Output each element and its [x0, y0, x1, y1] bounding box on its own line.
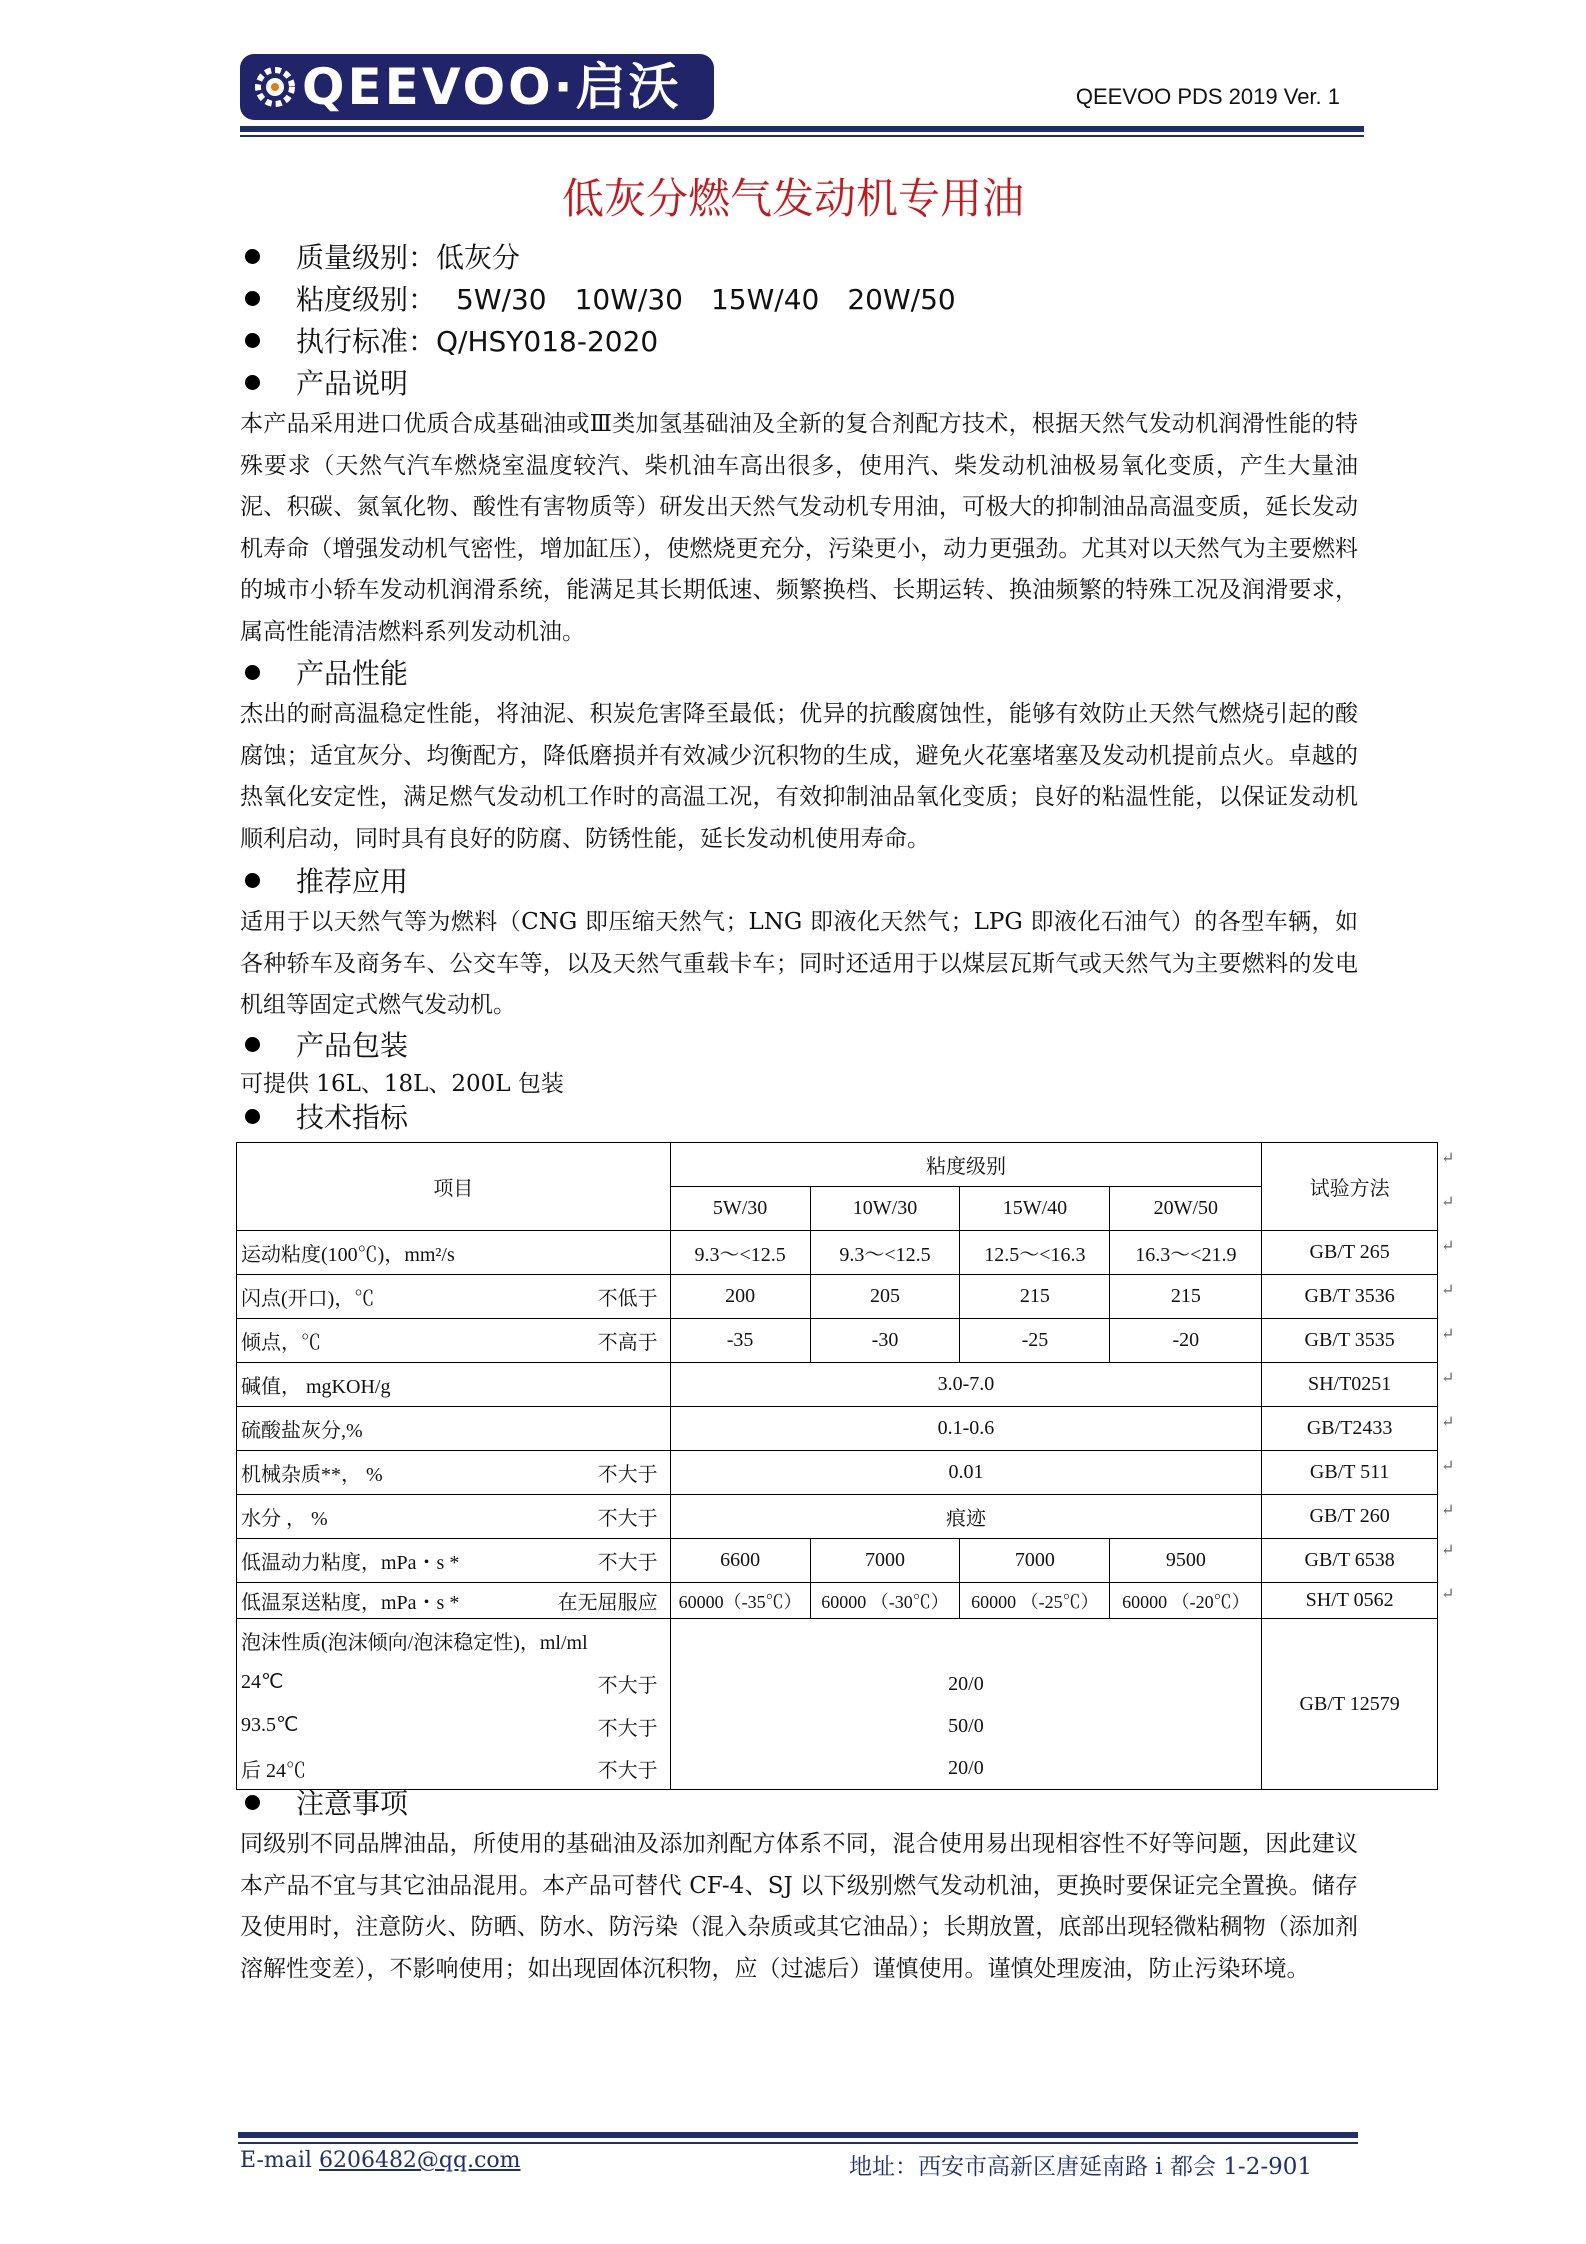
row-method: GB/T 511	[1262, 1451, 1438, 1495]
bullet-icon	[245, 665, 260, 680]
row-condition: 不低于	[597, 1288, 658, 1310]
row-end-mark: ↵	[1441, 1192, 1455, 1211]
footer-divider-thin	[238, 2142, 1358, 2144]
row-value: 6600	[670, 1539, 810, 1583]
section-heading-performance: 产品性能	[241, 652, 408, 692]
row-item: 硫酸盐灰分,%	[241, 1420, 363, 1442]
gear-icon	[252, 64, 298, 110]
row-end-mark: ↵	[1441, 1280, 1455, 1299]
grade-header: 10W/30	[810, 1187, 960, 1231]
page-title: 低灰分燃气发动机专用油	[561, 174, 1024, 223]
row-condition: 不大于	[597, 1464, 658, 1486]
row-method: SH/T0251	[1262, 1363, 1438, 1407]
row-value: 215	[960, 1275, 1110, 1319]
row-method: GB/T 265	[1262, 1231, 1438, 1275]
row-condition	[658, 1370, 668, 1399]
grade-header: 20W/50	[1110, 1187, 1262, 1231]
row-item: 机械杂质**， %	[241, 1464, 383, 1486]
bullet-icon	[245, 333, 260, 348]
table-row	[237, 1583, 1438, 1619]
row-item: 碱值， mgKOH/g	[241, 1376, 391, 1398]
foam-method: GB/T 12579	[1262, 1619, 1438, 1790]
row-end-mark: ↵	[1441, 1500, 1455, 1519]
row-item: 93.5℃	[241, 1713, 299, 1736]
row-method: GB/T 6538	[1262, 1539, 1438, 1583]
row-value: 0.01	[670, 1451, 1262, 1495]
section-heading-notes: 注意事项	[241, 1782, 408, 1822]
row-condition: 不大于	[597, 1508, 658, 1530]
brand-logo	[240, 54, 714, 120]
row-method: GB/T 3535	[1262, 1319, 1438, 1363]
standard-line: 执行标准：Q/HSY018-2020	[241, 320, 658, 360]
foam-title-row	[237, 1619, 1438, 1663]
table-row	[237, 1539, 1438, 1583]
header-divider-thin	[240, 135, 1364, 137]
bullet-icon	[245, 375, 260, 390]
row-item: 倾点，℃	[241, 1332, 321, 1354]
row-condition: 在无屈服应	[557, 1592, 658, 1614]
description-text: 本产品采用进口优质合成基础油或Ⅲ类加氢基础油及全新的复合剂配方技术，根据天然气发动机润滑性能的特殊要求（天然气汽车燃烧室温度较汽、柴机油车高出很多，使用汽、柴发动机油极易氧化变质，产生大量油泥、积碳、氮氧化物、酸性有害物质等）研发出天然气发动机专用油，可极大的抑制油品高温变质，延长发动机寿命（增强发动机气密性，增加缸压），使燃烧更充分，污染更小，动力更强劲。尤其对以天然气为主要燃料的城市小轿车发动机润滑系统，能满足其长期低速、频繁换档、长期运转、换油频繁的特殊工况及润滑要求，属高性能清洁燃料系列发动机油。	[240, 411, 1358, 645]
row-end-mark: ↵	[1441, 1368, 1455, 1387]
col-header-method: 试验方法	[1262, 1143, 1438, 1231]
row-item: 24℃	[241, 1671, 284, 1694]
row-end-mark: ↵	[1441, 1324, 1455, 1343]
row-value: -35	[670, 1319, 810, 1363]
row-value: 60000（-35℃）	[670, 1583, 810, 1619]
row-value: 60000 （-30℃）	[810, 1583, 960, 1619]
row-value: -20	[1110, 1319, 1262, 1363]
bullet-icon	[245, 249, 260, 264]
footer-email	[240, 2148, 521, 2173]
row-end-mark: ↵	[1441, 1236, 1455, 1255]
foam-value: 20/0	[948, 1757, 984, 1779]
document-reference: QEEVOO PDS 2019 Ver. 1	[1075, 84, 1340, 109]
row-value: -30	[810, 1319, 960, 1363]
table-row	[237, 1231, 1438, 1275]
performance-text: 杰出的耐高温稳定性能，将油泥、积炭危害降至最低；优异的抗酸腐蚀性，能够有效防止天然气燃烧引起的酸腐蚀；适宜灰分、均衡配方，降低磨损并有效减少沉积物的生成，避免火花塞堵塞及发动机提前点火。卓越的热氧化安定性，满足燃气发动机工作时的高温工况，有效抑制油品氧化变质；良好的粘温性能，以保证发动机顺利启动，同时具有良好的防腐、防锈性能，延长发动机使用寿命。	[240, 701, 1358, 852]
row-item: 运动粘度(100℃)，mm²/s	[241, 1244, 455, 1266]
bullet-icon	[245, 873, 260, 888]
row-value: 7000	[960, 1539, 1110, 1583]
col-header-item: 项目	[237, 1143, 671, 1231]
row-value: 7000	[810, 1539, 960, 1583]
row-method: GB/T2433	[1262, 1407, 1438, 1451]
row-condition: 不高于	[597, 1332, 658, 1354]
row-value: 16.3～<21.9	[1110, 1231, 1262, 1275]
foam-title: 泡沫性质(泡沫倾向/泡沫稳定性)，ml/ml	[237, 1619, 671, 1663]
table-row	[237, 1363, 1438, 1407]
table-row	[237, 1495, 1438, 1539]
row-value: -25	[960, 1319, 1110, 1363]
footer-address: 地址：西安市高新区唐延南路 i 都会 1-2-901	[849, 2154, 1312, 2180]
table-row	[237, 1319, 1438, 1363]
row-value: 60000 （-25℃）	[960, 1583, 1110, 1619]
packaging-text: 可提供 16L、18L、200L 包装	[240, 1071, 564, 1097]
row-end-mark: ↵	[1441, 1412, 1455, 1431]
logo-text: QEEVOO·启沃	[302, 58, 682, 116]
header-divider	[240, 126, 1364, 132]
row-item: 后 24℃	[241, 1759, 306, 1782]
grade-header: 15W/40	[960, 1187, 1110, 1231]
viscosity-grade-line: 粘度级别： 5W/30 10W/30 15W/40 20W/50	[241, 278, 984, 318]
viscosity-grade: 20W/50	[847, 283, 956, 316]
row-value: 3.0-7.0	[670, 1363, 1262, 1407]
row-value: 200	[670, 1275, 810, 1319]
row-condition: 不大于	[597, 1717, 658, 1740]
section-heading-application: 推荐应用	[241, 860, 408, 900]
row-value: 痕迹	[670, 1495, 1262, 1539]
table-row	[237, 1451, 1438, 1495]
bullet-icon	[245, 1109, 260, 1124]
row-item: 低温泵送粘度，mPa・s *	[241, 1592, 460, 1614]
section-heading-specs: 技术指标	[241, 1096, 408, 1136]
application-text: 适用于以天然气等为燃料（CNG 即压缩天然气；LNG 即液化天然气；LPG 即液化石油气）的各型车辆，如各种轿车及商务车、公交车等，以及天然气重载卡车；同时还适用于以煤层瓦斯气或天然气为主要燃料的发电机组等固定式燃气发动机。	[240, 909, 1358, 1018]
col-header-viscosity: 粘度级别	[670, 1143, 1262, 1187]
bullet-icon	[245, 1037, 260, 1052]
row-end-mark: ↵	[1441, 1584, 1455, 1603]
table-row	[237, 1407, 1438, 1451]
viscosity-grade: 5W/30	[456, 283, 547, 316]
section-heading-description: 产品说明	[241, 362, 408, 402]
spec-table	[236, 1142, 1438, 1790]
section-heading-packaging: 产品包装	[241, 1024, 408, 1064]
grade-header: 5W/30	[670, 1187, 810, 1231]
row-method: GB/T 3536	[1262, 1275, 1438, 1319]
row-value: 12.5～<16.3	[960, 1231, 1110, 1275]
email-link[interactable]: 6206482@qq.com	[318, 2148, 521, 2173]
row-condition: 不大于	[597, 1675, 658, 1698]
footer-divider	[238, 2132, 1358, 2138]
row-method: GB/T 260	[1262, 1495, 1438, 1539]
row-item: 低温动力粘度，mPa・s *	[241, 1552, 460, 1574]
row-condition	[658, 1238, 668, 1267]
row-value: 9.3～<12.5	[670, 1231, 810, 1275]
viscosity-grade: 15W/40	[710, 283, 820, 316]
bullet-icon	[245, 1795, 260, 1810]
viscosity-grade: 10W/30	[574, 283, 683, 316]
row-condition: 不大于	[597, 1552, 658, 1574]
table-row	[237, 1275, 1438, 1319]
row-end-mark: ↵	[1441, 1148, 1455, 1167]
row-value: 60000 （-20℃）	[1110, 1583, 1262, 1619]
row-end-mark: ↵	[1441, 1456, 1455, 1475]
row-item: 闪点(开口)，℃	[241, 1288, 375, 1310]
bullet-icon	[245, 291, 260, 306]
foam-value: 50/0	[948, 1715, 984, 1737]
email-label: E-mail	[240, 2148, 312, 2173]
row-condition: 不大于	[597, 1759, 658, 1782]
row-value: 9500	[1110, 1539, 1262, 1583]
row-value: 215	[1110, 1275, 1262, 1319]
row-item: 水分 ， %	[241, 1508, 328, 1530]
row-end-mark: ↵	[1441, 1540, 1455, 1559]
row-value: 9.3～<12.5	[810, 1231, 960, 1275]
quality-grade-line: 质量级别：低灰分	[241, 236, 520, 276]
row-value: 205	[810, 1275, 960, 1319]
table-header-row	[237, 1143, 1438, 1187]
notes-text: 同级别不同品牌油品，所使用的基础油及添加剂配方体系不同，混合使用易出现相容性不好等问题，因此建议本产品不宜与其它油品混用。本产品可替代 CF-4、SJ 以下级别燃气发动机油，更换时要保证完全置换。储存及使用时，注意防火、防晒、防水、防污染（混入杂质或其它油品）；长期放置，底部出现轻微粘稠物（添加剂溶解性变差），不影响使用；如出现固体沉积物，应（过滤后）谨慎使用。谨慎处理废油，防止污染环境。	[240, 1831, 1358, 1982]
foam-value: 20/0	[948, 1673, 984, 1695]
row-value: 0.1-0.6	[670, 1407, 1262, 1451]
row-method: SH/T 0562	[1262, 1583, 1438, 1619]
row-condition	[658, 1414, 668, 1443]
